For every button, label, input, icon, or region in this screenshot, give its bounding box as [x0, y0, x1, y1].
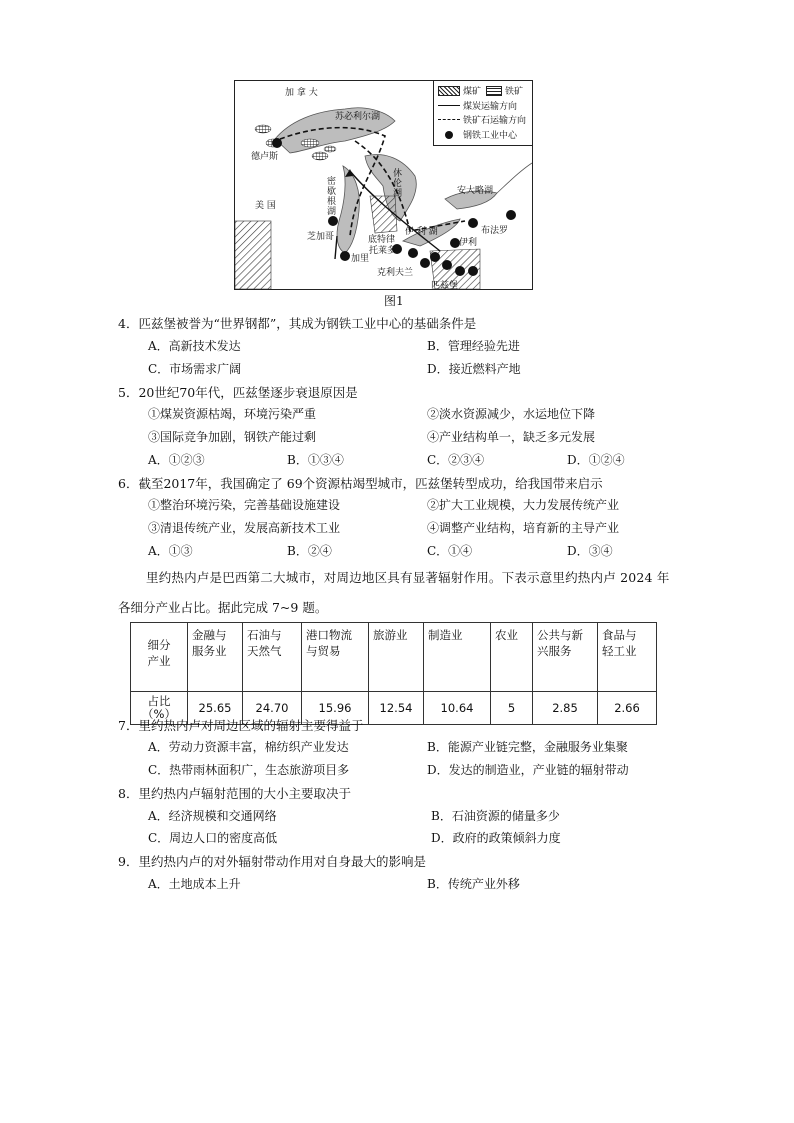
q9-option-a: A．土地成本上升 [148, 877, 241, 891]
table-cell: 24.70 [243, 692, 302, 725]
q7-option-b: B．能源产业链完整，金融服务业集聚 [427, 740, 628, 754]
q6-option-a: A．①③ [148, 544, 193, 558]
table-header-cell: 公共与新 兴服务 [533, 623, 598, 692]
q7-option-a: A．劳动力资源丰富，棉纺织产业发达 [148, 740, 349, 754]
table-header-cell: 石油与 天然气 [243, 623, 302, 692]
q6-option-b: B．②④ [287, 544, 332, 558]
legend-coal-route: 煤炭运输方向 [463, 102, 518, 112]
q8-option-a: A．经济规模和交通网络 [148, 809, 277, 823]
figure-caption: 图1 [384, 294, 404, 308]
q8-option-d: D．政府的政策倾斜力度 [431, 831, 561, 845]
great-lakes-map [234, 80, 533, 290]
q6-item-1: ①整治环境污染，完善基础设施建设 [148, 498, 341, 512]
coal-field-michigan [370, 196, 397, 233]
intro-line-1: 里约热内卢是巴西第二大城市，对周边地区具有显著辐射作用。下表示意里约热内卢 2024 年 [146, 570, 670, 585]
label-ontario: 安大略湖 [457, 186, 494, 196]
label-superior: 苏必利尔湖 [335, 112, 381, 122]
label-buffalo: 布法罗 [481, 226, 509, 236]
q5-item-4: ④产业结构单一，缺乏多元发展 [427, 430, 596, 444]
table-header-row [131, 623, 657, 692]
q6-option-d: D．③④ [567, 544, 613, 558]
q6-item-3: ③清退传统产业，发展高新技术工业 [148, 521, 341, 535]
q5-option-d: D．①②④ [567, 453, 625, 467]
table-header-cell: 金融与 服务业 [188, 623, 243, 692]
legend-coal: 煤矿 [463, 87, 482, 97]
label-huron: 休 伦 湖 [393, 169, 403, 199]
label-chicago: 芝加哥 [307, 232, 335, 242]
q5-item-2: ②淡水资源减少，水运地位下降 [427, 407, 596, 421]
table-cell: 2.85 [533, 692, 598, 725]
q4-option-a: A．高新技术发达 [148, 339, 241, 353]
coal-field-illinois [235, 221, 271, 289]
table-header-cell: 农业 [491, 623, 533, 692]
label-usa: 美 国 [255, 201, 276, 211]
intro-line-2: 各细分产业占比。据此完成 7~9 题。 [118, 600, 328, 615]
q7-option-c: C．热带雨林面积广，生态旅游项目多 [148, 763, 350, 777]
label-erie: 伊 利 湖 [405, 227, 438, 237]
table-cell: 12.54 [369, 692, 424, 725]
legend-iron-route: 铁矿石运输方向 [463, 116, 527, 126]
table-cell: 2.66 [598, 692, 657, 725]
table-cell: 10.64 [424, 692, 491, 725]
q4-option-c: C．市场需求广阔 [148, 362, 242, 376]
q5-item-1: ①煤炭资源枯竭，环境污染严重 [148, 407, 317, 421]
label-michigan-lake: 密 歇 根 湖 [327, 177, 337, 217]
table-header-cell: 制造业 [424, 623, 491, 692]
q5-option-c: C．②③④ [427, 453, 485, 467]
q5-stem: 5．20世纪70年代，匹兹堡逐步衰退原因是 [118, 385, 358, 400]
q5-option-a: A．①②③ [148, 453, 205, 467]
label-duluth: 德卢斯 [251, 152, 279, 162]
label-gary: 加里 [351, 254, 370, 264]
legend-iron: 铁矿 [505, 87, 524, 97]
map-legend [433, 81, 532, 146]
q4-stem: 4．匹兹堡被誉为“世界钢都”，其成为钢铁工业中心的基础条件是 [118, 316, 477, 331]
q9-stem: 9．里约热内卢的对外辐射带动作用对自身最大的影响是 [118, 854, 426, 869]
legend-steel-center: 钢铁工业中心 [463, 131, 518, 141]
label-erie-city: 伊利 [459, 238, 478, 248]
q8-option-b: B．石油资源的储量多少 [431, 809, 560, 823]
label-cleveland: 克利夫兰 [377, 268, 414, 278]
label-detroit: 底特律 [368, 235, 396, 245]
q7-option-d: D．发达的制造业，产业链的辐射带动 [427, 763, 629, 777]
table-row-label: 占比 （%） [131, 692, 188, 725]
label-toledo: 托莱多 [369, 246, 397, 256]
q6-item-4: ④调整产业结构，培育新的主导产业 [427, 521, 620, 535]
table-header-cell: 港口物流 与贸易 [302, 623, 369, 692]
label-pittsburgh: 匹兹堡 [431, 281, 459, 291]
q7-stem: 7．里约热内卢对周边区域的辐射主要得益于 [118, 718, 364, 733]
label-canada: 加 拿 大 [285, 88, 318, 98]
q8-stem: 8．里约热内卢辐射范围的大小主要取决于 [118, 786, 351, 801]
table-header-cell: 食品与 轻工业 [598, 623, 657, 692]
q6-stem: 6．截至2017年，我国确定了 69个资源枯竭型城市，匹兹堡转型成功，给我国带来启示 [118, 476, 603, 491]
q6-option-c: C．①④ [427, 544, 473, 558]
q5-item-3: ③国际竞争加剧，钢铁产能过剩 [148, 430, 317, 444]
q6-item-2: ②扩大工业规模，大力发展传统产业 [427, 498, 620, 512]
table-header-cell: 旅游业 [369, 623, 424, 692]
industry-share-table [130, 622, 657, 725]
q5-option-b: B．①③④ [287, 453, 344, 467]
q9-option-b: B．传统产业外移 [427, 877, 520, 891]
table-cell: 25.65 [188, 692, 243, 725]
q8-option-c: C．周边人口的密度高低 [148, 831, 278, 845]
table-cell: 5 [491, 692, 533, 725]
q4-option-b: B．管理经验先进 [427, 339, 520, 353]
table-cell: 15.96 [302, 692, 369, 725]
table-header-cell: 细分 产业 [131, 623, 188, 692]
q4-option-d: D．接近燃料产地 [427, 362, 521, 376]
